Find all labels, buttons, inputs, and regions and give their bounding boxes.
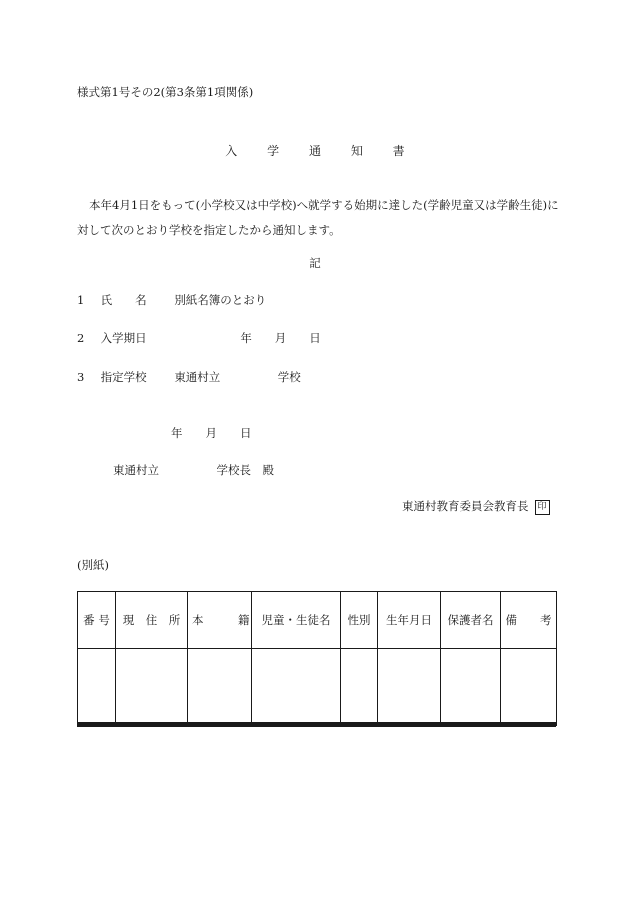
- item-number: 2: [77, 331, 85, 345]
- item-value: 別紙名簿のとおり: [174, 293, 267, 307]
- title-char: 知: [350, 144, 363, 158]
- item-admission-date: [77, 330, 321, 346]
- title-char: 学: [267, 144, 280, 158]
- ki-heading: 記: [309, 256, 321, 270]
- item-value: 年 月 日: [240, 331, 321, 345]
- issue-date: 年 月 日: [171, 426, 252, 440]
- table-cell: [441, 649, 501, 726]
- item-number: 3: [77, 370, 85, 384]
- addressee: 東通村立 学校長 殿: [113, 463, 274, 477]
- sender-title: 東通村教育委員会教育長: [402, 499, 529, 513]
- table-cell: [78, 649, 116, 726]
- header-birthdate: 生年月日: [378, 592, 441, 649]
- table-cell: [252, 649, 341, 726]
- header-domicile: 本 籍: [188, 592, 252, 649]
- item-label: 氏 名: [100, 293, 147, 307]
- table-cell: [378, 649, 441, 726]
- sender-line: [402, 498, 550, 515]
- student-roster-table: [77, 591, 557, 726]
- header-remarks: 備 考: [501, 592, 557, 649]
- item-label: 入学期日: [100, 331, 147, 345]
- table-bottom-rule: [77, 722, 556, 727]
- header-guardian: 保護者名: [441, 592, 501, 649]
- item-number: 1: [77, 293, 85, 307]
- seal-stamp: 印: [535, 500, 550, 515]
- header-number: 番 号: [78, 592, 116, 649]
- attachment-label: (別紙): [77, 558, 109, 572]
- table-cell: [116, 649, 188, 726]
- item-value: 東通村立 学校: [174, 370, 301, 384]
- item-name: [77, 292, 266, 308]
- item-label: 指定学校: [100, 370, 147, 384]
- form-number: 様式第1号その2(第3条第1項関係): [77, 85, 254, 99]
- item-designated-school: [77, 369, 301, 385]
- body-paragraph: 本年4月1日をもって(小学校又は中学校)へ就学する始期に達した(学齢児童又は学齢生徒)に対して次のとおり学校を指定したから通知します。: [77, 198, 559, 237]
- table-header-row: [78, 592, 557, 649]
- table-cell: [341, 649, 378, 726]
- table-row: [78, 649, 557, 726]
- table-cell: [501, 649, 557, 726]
- title-char: 通: [308, 144, 321, 158]
- title-char: 入: [225, 144, 238, 158]
- header-address: 現 住 所: [116, 592, 188, 649]
- document-title: [0, 142, 630, 159]
- header-sex: 性別: [341, 592, 378, 649]
- header-student-name: 児童・生徒名: [252, 592, 341, 649]
- table-cell: [188, 649, 252, 726]
- title-char: 書: [392, 144, 405, 158]
